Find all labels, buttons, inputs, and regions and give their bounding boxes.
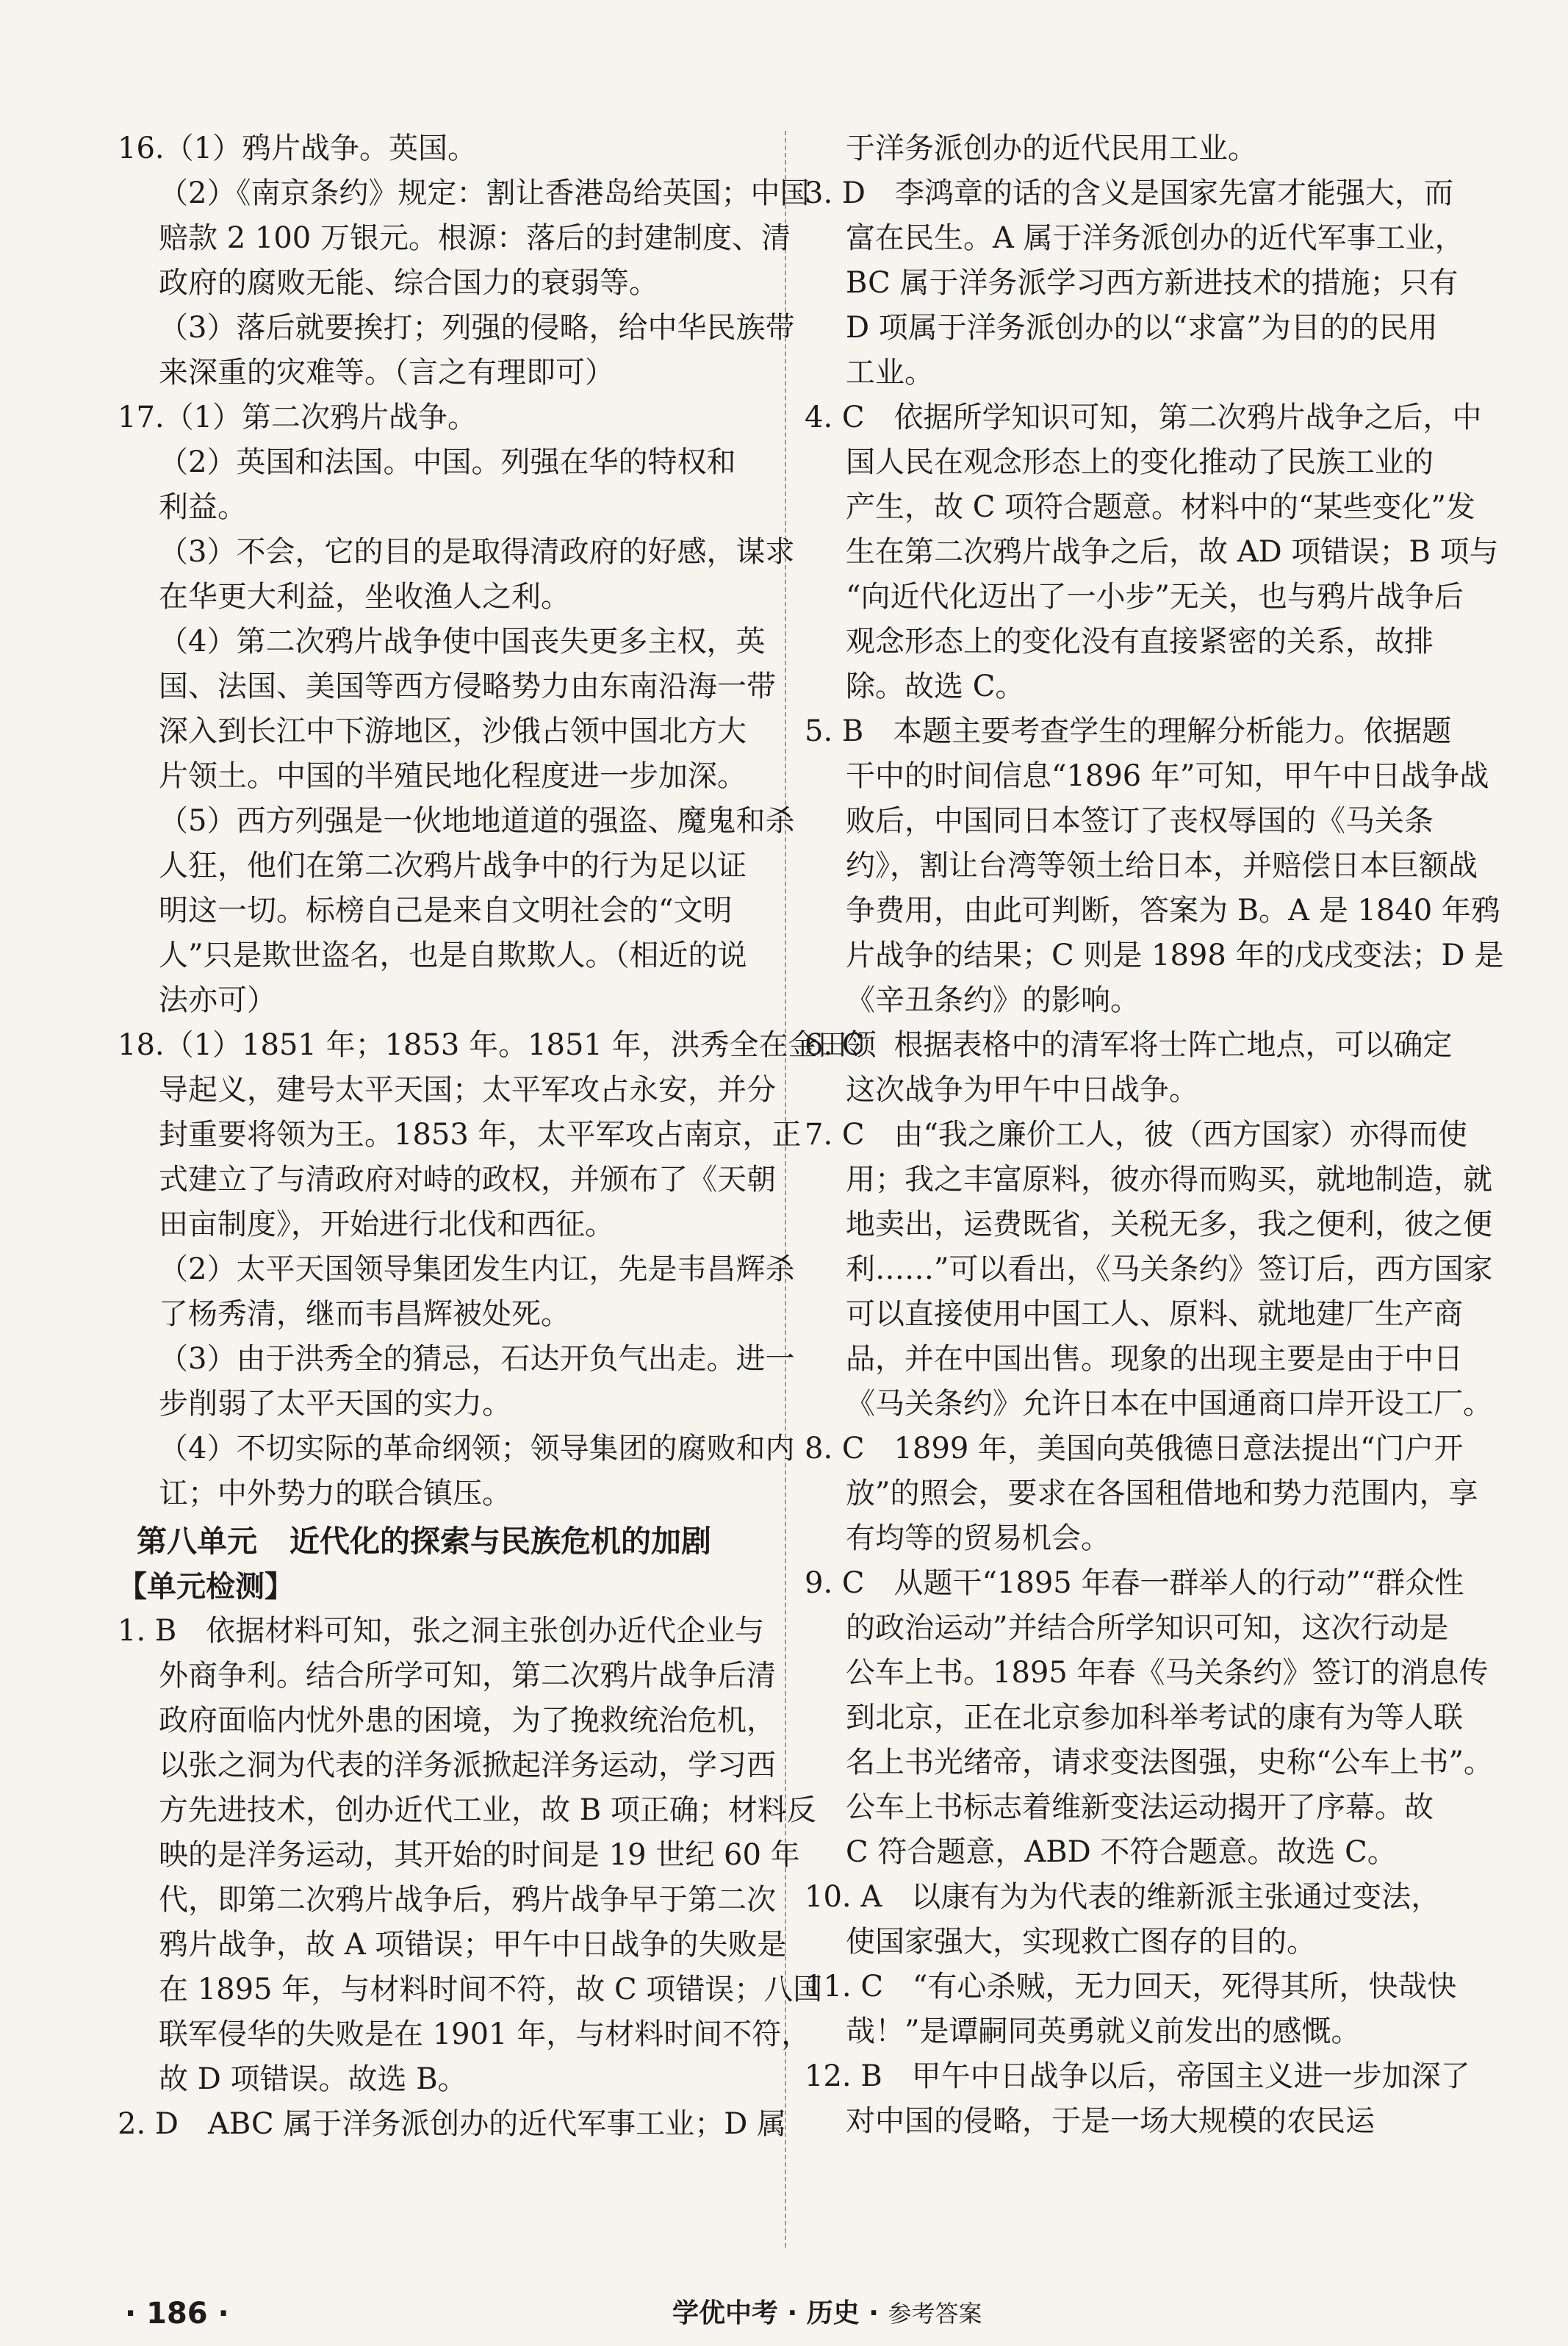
text-line: 政府的腐败无能、综合国力的衰弱等。 — [159, 266, 658, 300]
text-line: 赔款 2 100 万银元。根源：落后的封建制度、清 — [159, 221, 791, 255]
answer-18 — [118, 1023, 877, 1516]
text-line: 导起义，建号太平天国；太平军攻占永安，并分 — [159, 1073, 776, 1107]
text-line: 12. B 甲午中日战争以后，帝国主义进一步加深了 — [805, 2059, 1470, 2093]
text-line: 2. D ABC 属于洋务派创办的近代军事工业；D 属 — [118, 2107, 787, 2141]
text-line: “向近代化迈出了一小步”无关，也与鸦片战争后 — [846, 580, 1464, 614]
text-line: 人”只是欺世盗名，也是自欺欺人。（相近的说 — [159, 939, 747, 972]
text-line: 法亦可） — [159, 983, 276, 1017]
page-number: · 186 · — [125, 2297, 229, 2331]
text-line: 观念形态上的变化没有直接紧密的关系，故排 — [846, 625, 1434, 659]
answer-7 — [805, 1113, 1493, 1427]
text-line: 讧；中外势力的联合镇压。 — [159, 1477, 511, 1510]
text-line: 式建立了与清政府对峙的政权，并颁布了《天朝 — [159, 1163, 776, 1197]
text-line: 品，并在中国出售。现象的出现主要是由于中日 — [846, 1342, 1463, 1376]
text-line: 17.（1）第二次鸦片战争。 — [118, 401, 478, 434]
right-column — [805, 126, 1504, 2144]
text-line: （3）不会，它的目的是取得清政府的好感，谋求 — [159, 535, 795, 569]
text-line: 生在第二次鸦片战争之后，故 AD 项错误；B 项与 — [846, 535, 1499, 569]
text-line: 《辛丑条约》的影响。 — [846, 983, 1140, 1017]
answer-11 — [805, 1965, 1457, 2054]
text-line: 11. C “有心杀贼，无力回天，死得其所，快哉快 — [805, 1970, 1457, 2004]
text-line: 人狂，他们在第二次鸦片战争中的行为足以证 — [159, 849, 747, 883]
text-line: 在 1895 年，与材料时间不符，故 C 项错误；八国 — [159, 1973, 823, 2006]
text-line: 到北京，正在北京参加科举考试的康有为等人联 — [846, 1701, 1463, 1735]
text-line: 放”的照会，要求在各国租借地和势力范围内，享 — [846, 1477, 1478, 1510]
book-title-main: 学优中考 · 历史 · — [672, 2298, 888, 2328]
text-line: 深入到长江中下游地区，沙俄占领中国北方大 — [159, 714, 747, 748]
text-line: 来深重的灾难等。（言之有理即可） — [159, 356, 614, 390]
text-line: 片战争的结果；C 则是 1898 年的戊戌变法；D 是 — [846, 939, 1504, 972]
text-line: 富在民生。A 属于洋务派创办的近代军事工业， — [846, 221, 1464, 255]
text-line: 干中的时间信息“1896 年”可知，甲午中日战争战 — [846, 759, 1489, 793]
text-line: 哉！”是谭嗣同英勇就义前发出的感慨。 — [846, 2015, 1361, 2048]
text-line: （2）英国和法国。中国。列强在华的特权和 — [159, 445, 736, 479]
unit-test-heading: 【单元检测】 — [118, 1570, 294, 1604]
text-line: 使国家强大，实现救亡图存的目的。 — [846, 1925, 1316, 1959]
text-line: 名上书光绪帝，请求变法图强，史称“公车上书”。 — [846, 1746, 1493, 1779]
text-line: 9. C 从题干“1895 年春一群举人的行动”“群众性 — [805, 1566, 1464, 1600]
text-line: 3. D 李鸿章的话的含义是国家先富才能强大，而 — [805, 176, 1453, 210]
left-column — [118, 126, 877, 2147]
text-line: 国人民在观念形态上的变化推动了民族工业的 — [846, 445, 1434, 479]
text-line: 于洋务派创办的近代民用工业。 — [846, 132, 1257, 165]
text-line: 田亩制度》，开始进行北伐和西征。 — [159, 1208, 614, 1241]
answer-12 — [805, 2054, 1470, 2144]
text-line: 映的是洋务运动，其开始的时间是 19 世纪 60 年 — [159, 1838, 800, 1872]
answer-8 — [805, 1427, 1478, 1561]
text-line: 18.（1）1851 年；1853 年。1851 年，洪秀全在金田领 — [118, 1028, 877, 1062]
answer-17 — [118, 395, 795, 1023]
text-line: 片领土。中国的半殖民地化程度进一步加深。 — [159, 759, 747, 793]
text-line: 7. C 由“我之廉价工人，彼（西方国家）亦得而使 — [805, 1118, 1467, 1152]
answer-10 — [805, 1875, 1451, 1965]
text-line: 5. B 本题主要考查学生的理解分析能力。依据题 — [805, 714, 1452, 748]
text-line: 方先进技术，创办近代工业，故 B 项正确；材料反 — [159, 1793, 816, 1827]
text-line: D 项属于洋务派创办的以“求富”为目的的民用 — [846, 311, 1438, 345]
text-line: 政府面临内忧外患的困境，为了挽救统治危机， — [159, 1704, 776, 1737]
text-line: 有均等的贸易机会。 — [846, 1521, 1110, 1555]
answer-5 — [805, 709, 1504, 1023]
text-line: BC 属于洋务派学习西方新进技术的措施；只有 — [846, 266, 1459, 300]
text-line: 步削弱了太平天国的实力。 — [159, 1387, 511, 1421]
text-line: 16.（1）鸦片战争。英国。 — [118, 132, 478, 165]
text-line: 这次战争为甲午中日战争。 — [846, 1073, 1198, 1107]
text-line: （2）《南京条约》规定：割让香港岛给英国；中国 — [159, 176, 810, 210]
text-line: 4. C 依据所学知识可知，第二次鸦片战争之后，中 — [805, 401, 1482, 434]
answer-2 — [118, 2102, 787, 2147]
book-title-section: 参考答案 — [888, 2300, 982, 2328]
answer-4 — [805, 395, 1499, 709]
text-line: （2）太平天国领导集团发生内讧，先是韦昌辉杀 — [159, 1252, 795, 1286]
text-line: 封重要将领为王。1853 年，太平军攻占南京，正 — [159, 1118, 802, 1152]
text-line: 除。故选 C。 — [846, 670, 1025, 703]
text-line: 对中国的侵略，于是一场大规模的农民运 — [846, 2104, 1375, 2138]
text-line: 公车上书标志着维新变法运动揭开了序幕。故 — [846, 1790, 1434, 1824]
answer-3 — [805, 171, 1464, 395]
answer-9 — [805, 1561, 1493, 1875]
text-line: 产生，故 C 项符合题意。材料中的“某些变化”发 — [846, 490, 1475, 524]
text-line: 8. C 1899 年，美国向英俄德日意法提出“门户开 — [805, 1432, 1464, 1466]
text-line: 了杨秀清，继而韦昌辉被处死。 — [159, 1297, 570, 1331]
text-line: 利……”可以看出，《马关条约》签订后，西方国家 — [846, 1252, 1493, 1286]
unit-title — [118, 1518, 764, 1565]
text-line: （3）由于洪秀全的猜忌，石达开负气出走。进一 — [159, 1342, 795, 1376]
text-line: 约》，割让台湾等领土给日本，并赔偿日本巨额战 — [846, 849, 1478, 883]
text-line: 10. A 以康有为为代表的维新派主张通过变法， — [805, 1880, 1441, 1914]
text-line: 国、法国、美国等西方侵略势力由东南沿海一带 — [159, 670, 776, 703]
text-line: 鸦片战争，故 A 项错误；甲午中日战争的失败是 — [159, 1928, 787, 1962]
text-line: 以张之洞为代表的洋务派掀起洋务运动，学习西 — [159, 1748, 776, 1782]
page-footer — [0, 2293, 1568, 2337]
text-line: 的政治运动”并结合所学知识可知，这次行动是 — [846, 1611, 1449, 1645]
text-line: （3）落后就要挨打；列强的侵略，给中华民族带 — [159, 311, 795, 345]
text-line: C 符合题意，ABD 不符合题意。故选 C。 — [846, 1835, 1397, 1869]
text-line: 在华更大利益，坐收渔人之利。 — [159, 580, 570, 614]
text-line: 代，即第二次鸦片战争后，鸦片战争早于第二次 — [159, 1883, 776, 1917]
text-line: 联军侵华的失败是在 1901 年，与材料时间不符， — [159, 2017, 811, 2051]
text-line: 争费用，由此可判断，答案为 B。A 是 1840 年鸦 — [846, 894, 1500, 928]
book-title — [672, 2293, 982, 2334]
unit-name: 近代化的探索与民族危机的加剧 — [289, 1524, 711, 1559]
text-line: 明这一切。标榜自己是来自文明社会的“文明 — [159, 894, 733, 928]
text-line: 工业。 — [846, 356, 934, 390]
unit-number: 第八单元 — [137, 1524, 257, 1559]
text-line: （4）第二次鸦片战争使中国丧失更多主权，英 — [159, 625, 766, 659]
text-line: 败后，中国同日本签订了丧权辱国的《马关条 — [846, 804, 1434, 838]
text-line: 1. B 依据材料可知，张之洞主张创办近代企业与 — [118, 1614, 765, 1648]
text-line: 6. C 根据表格中的清军将士阵亡地点，可以确定 — [805, 1028, 1453, 1062]
text-line: （4）不切实际的革命纲领；领导集团的腐败和内 — [159, 1432, 795, 1466]
text-line: 地卖出，运费既省，关税无多，我之便利，彼之便 — [846, 1208, 1492, 1241]
text-line: 公车上书。1895 年春《马关条约》签订的消息传 — [846, 1656, 1489, 1690]
text-line: （5）西方列强是一伙地地道道的强盗、魔鬼和杀 — [159, 804, 795, 838]
text-line: 可以直接使用中国工人、原料、就地建厂生产商 — [846, 1297, 1463, 1331]
text-line: 外商争利。结合所学可知，第二次鸦片战争后清 — [159, 1659, 776, 1693]
text-line: 用；我之丰富原料，彼亦得而购买，就地制造，就 — [846, 1163, 1492, 1197]
answer-6 — [805, 1023, 1451, 1113]
text-line: 《马关条约》允许日本在中国通商口岸开设工厂。 — [846, 1387, 1492, 1421]
answer-16 — [118, 126, 810, 395]
text-line: 利益。 — [159, 490, 247, 524]
answer-1 — [118, 1609, 823, 2102]
text-line: 故 D 项错误。故选 B。 — [159, 2062, 467, 2096]
